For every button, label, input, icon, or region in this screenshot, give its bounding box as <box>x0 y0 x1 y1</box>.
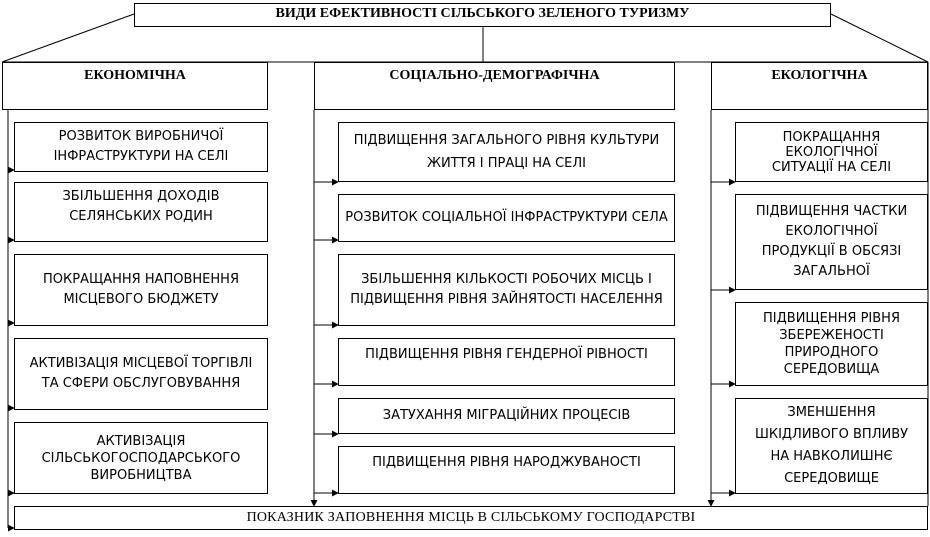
header-social-demographic: СОЦІАЛЬНО-ДЕМОГРАФІЧНА <box>314 62 675 110</box>
social-item-birthrate: ПІДВИЩЕННЯ РІВНЯ НАРОДЖУВАНОСТІ <box>338 446 675 494</box>
economic-item-trade: АКТИВІЗАЦІЯ МІСЦЕВОЇ ТОРГІВЛІ ТА СФЕРИ ОБСЛУГОВУВАННЯ <box>14 338 268 410</box>
header-ecological: ЕКОЛОГІЧНА <box>711 62 928 110</box>
social-item-infrastructure: РОЗВИТОК СОЦІАЛЬНОЇ ІНФРАСТРУКТУРИ СЕЛА <box>338 194 675 242</box>
economic-item-budget: ПОКРАЩАННЯ НАПОВНЕННЯ МІСЦЕВОГО БЮДЖЕТУ <box>14 254 268 326</box>
ecological-item-preservation: ПІДВИЩЕННЯ РІВНЯ ЗБЕРЕЖЕНОСТІ ПРИРОДНОГО СЕРЕДОВИЩА <box>735 302 928 386</box>
economic-item-income: ЗБІЛЬШЕННЯ ДОХОДІВ СЕЛЯНСЬКИХ РОДИН <box>14 182 268 242</box>
social-item-gender: ПІДВИЩЕННЯ РІВНЯ ГЕНДЕРНОЇ РІВНОСТІ <box>338 338 675 386</box>
diagram-title: ВИДИ ЕФЕКТИВНОСТІ СІЛЬСЬКОГО ЗЕЛЕНОГО ТУРИЗМУ <box>134 3 831 27</box>
economic-item-agriculture: АКТИВІЗАЦІЯ СІЛЬСЬКОГОСПОДАРСЬКОГО ВИРОБНИЦТВА <box>14 422 268 494</box>
social-item-culture: ПІДВИЩЕННЯ ЗАГАЛЬНОГО РІВНЯ КУЛЬТУРИ ЖИТТЯ І ПРАЦІ НА СЕЛІ <box>338 122 675 182</box>
header-economic: ЕКОНОМІЧНА <box>2 62 268 110</box>
social-item-employment: ЗБІЛЬШЕННЯ КІЛЬКОСТІ РОБОЧИХ МІСЦЬ І ПІДВИЩЕННЯ РІВНЯ ЗАЙНЯТОСТІ НАСЕЛЕННЯ <box>338 254 675 326</box>
bottom-indicator: ПОКАЗНИК ЗАПОВНЕННЯ МІСЦЬ В СІЛЬСЬКОМУ ГОСПОДАРСТВІ <box>14 506 928 530</box>
ecological-item-situation: ПОКРАЩАННЯ ЕКОЛОГІЧНОЇ СИТУАЦІЇ НА СЕЛІ <box>735 122 928 182</box>
social-item-migration: ЗАТУХАННЯ МІГРАЦІЙНИХ ПРОЦЕСІВ <box>338 398 675 434</box>
ecological-item-impact: ЗМЕНШЕННЯ ШКІДЛИВОГО ВПЛИВУ НА НАВКОЛИШНЄ СЕРЕДОВИЩЕ <box>735 398 928 494</box>
ecological-item-products: ПІДВИЩЕННЯ ЧАСТКИ ЕКОЛОГІЧНОЇ ПРОДУКЦІЇ В ОБСЯЗІ ЗАГАЛЬНОЇ <box>735 194 928 290</box>
economic-item-infrastructure: РОЗВИТОК ВИРОБНИЧОЇ ІНФРАСТРУКТУРИ НА СЕЛІ <box>14 122 268 172</box>
